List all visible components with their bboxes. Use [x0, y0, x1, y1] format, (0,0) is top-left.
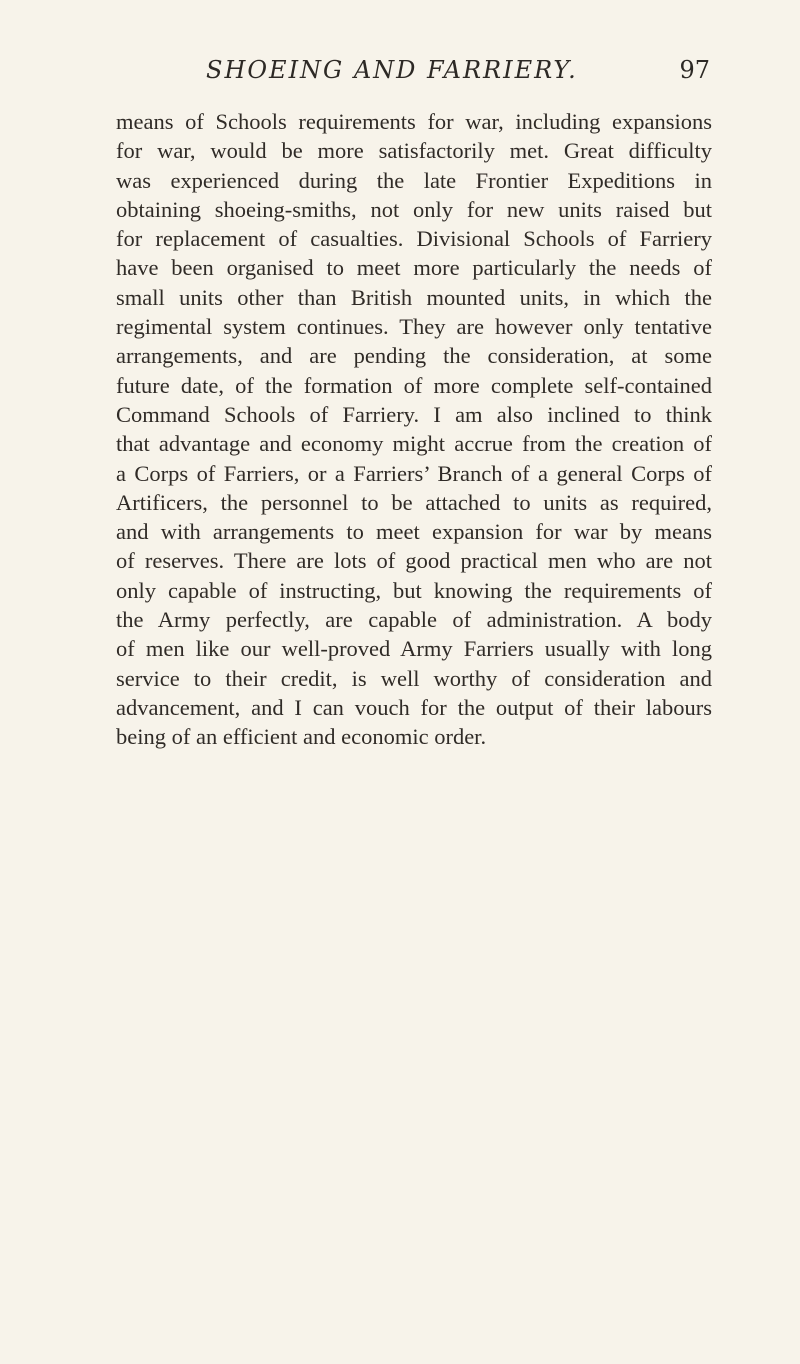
running-head [116, 56, 710, 96]
text-line: the Army perfectly, are capable of administration. A body [116, 607, 712, 633]
text-line: for replacement of casualties. Divisional Schools of Farriery [116, 226, 712, 252]
text-line: small units other than British mounted units, in which the [116, 284, 712, 310]
text-line: Artificers, the personnel to be attached to units as required, [116, 489, 712, 515]
text-line: means of Schools requirements for war, including expansions [116, 109, 712, 134]
text-line: service to their credit, is well worthy of consideration and [116, 665, 712, 691]
text-line: of men like our well-proved Army Farriers usually with long [116, 636, 712, 662]
text-line: a Corps of Farriers, or a Farriers’ Branch of a general Corps of [116, 460, 712, 486]
text-line: obtaining shoeing-smiths, not only for new units raised but [116, 196, 712, 222]
text-line: arrangements, and are pending the consideration, at some [116, 343, 712, 369]
text-line: regimental system continues. They are however only tentative [116, 314, 712, 340]
page-number: 97 [679, 56, 710, 84]
text-line: of reserves. There are lots of good practical men who are not [116, 548, 712, 574]
text-line: for war, would be more satisfactorily met. Great difficulty [116, 138, 712, 164]
text-line: that advantage and economy might accrue from the creation of [116, 431, 712, 457]
text-line: have been organised to meet more particularly the needs of [116, 255, 712, 281]
text-line: advancement, and I can vouch for the output of their labours [116, 694, 712, 720]
running-title: SHOEING AND FARRIERY. [206, 56, 578, 84]
text-line: Command Schools of Farriery. I am also inclined to think [116, 401, 712, 427]
text-line: future date, of the formation of more complete self-contained [116, 372, 712, 398]
text-line: was experienced during the late Frontier Expeditions in [116, 167, 712, 193]
body-paragraph [116, 107, 712, 752]
text-line: and with arrangements to meet expansion for war by means [116, 519, 712, 545]
text-line: only capable of instructing, but knowing the requirements of [116, 577, 712, 603]
text-line: being of an efficient and economic order. [116, 724, 487, 750]
